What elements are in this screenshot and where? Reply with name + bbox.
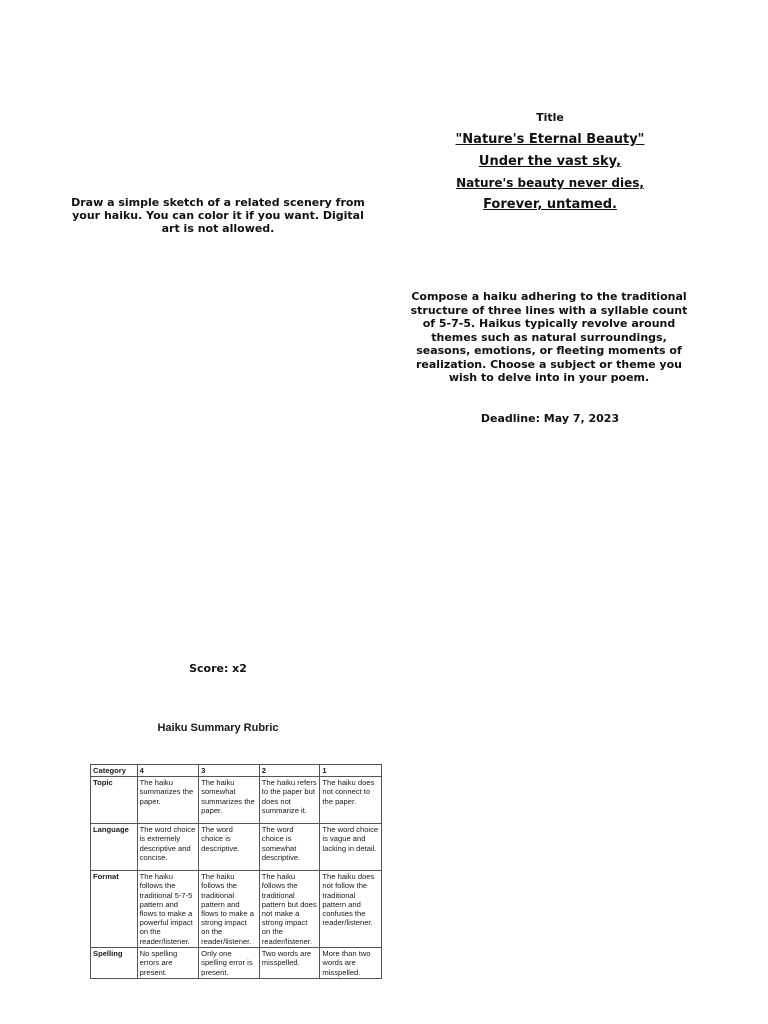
sketch-instruction: Draw a simple sketch of a related scenery from your haiku. You can color it if you want. Digital art is not allowed. (71, 196, 365, 235)
rubric-header-row (91, 765, 382, 777)
deadline: Deadline: May 7, 2023 (480, 412, 620, 425)
rubric-cell: The haiku follows the traditional 5-7-5 pattern and flows to make a powerful impact on the reader/listener. (137, 871, 199, 948)
rubric-cell: Only one spelling error is present. (199, 948, 260, 979)
rubric-row-spelling (91, 948, 382, 979)
rubric-cell: The word choice is extremely descriptive and concise. (137, 824, 199, 871)
rubric-cell: The haiku refers to the paper but does not summarize it. (259, 777, 320, 824)
rubric-header-cell: 1 (320, 765, 382, 777)
rubric-category: Language (91, 824, 138, 871)
rubric-row-topic (91, 777, 382, 824)
compose-instruction: Compose a haiku adhering to the traditional structure of three lines with a syllable count of 5-7-5. Haikus typically revolve around themes such as natural surroundings, seasons, emotions, or fleeting moments of realization. Choose a subject or theme you wish to delve into in your poem. (410, 290, 688, 384)
haiku-section (420, 111, 680, 219)
score: Score: x2 (189, 662, 247, 675)
rubric-cell: More than two words are misspelled. (320, 948, 382, 979)
rubric-cell: Two words are misspelled. (259, 948, 320, 979)
rubric-cell: The haiku does not connect to the paper. (320, 777, 382, 824)
rubric-header-cell: 4 (137, 765, 199, 777)
rubric-cell: The haiku does not follow the traditional pattern and confuses the reader/listener. (320, 871, 382, 948)
rubric-title: Haiku Summary Rubric (157, 722, 279, 734)
rubric-cell: The haiku somewhat summarizes the paper. (199, 777, 260, 824)
rubric-table (90, 764, 382, 979)
rubric-header-cell: 2 (259, 765, 320, 777)
rubric-cell: The word choice is somewhat descriptive. (259, 824, 320, 871)
rubric-image (83, 700, 382, 990)
haiku-line-2: Nature's beauty never dies, (456, 176, 644, 190)
rubric-category: Format (91, 871, 138, 948)
haiku-line-1: Under the vast sky, (478, 154, 622, 169)
rubric-row-format (91, 871, 382, 948)
rubric-cell: The word choice is vague and lacking in detail. (320, 824, 382, 871)
haiku-line-3: Forever, untamed. (483, 197, 617, 212)
rubric-header-cell: 3 (199, 765, 260, 777)
rubric-cell: The haiku follows the traditional pattern and flows to make a strong impact on the reader/listener. (199, 871, 260, 948)
title-label: Title (536, 111, 564, 124)
rubric-cell: No spelling errors are present. (137, 948, 199, 979)
rubric-category: Spelling (91, 948, 138, 979)
rubric-header-cell: Category (91, 765, 138, 777)
rubric-cell: The haiku summarizes the paper. (137, 777, 199, 824)
haiku-title: "Nature's Eternal Beauty" (455, 132, 645, 147)
rubric-cell: The word choice is descriptive. (199, 824, 260, 871)
rubric-cell: The haiku follows the traditional pattern but does not make a strong impact on the reader/listener. (259, 871, 320, 948)
rubric-row-language (91, 824, 382, 871)
rubric-category: Topic (91, 777, 138, 824)
